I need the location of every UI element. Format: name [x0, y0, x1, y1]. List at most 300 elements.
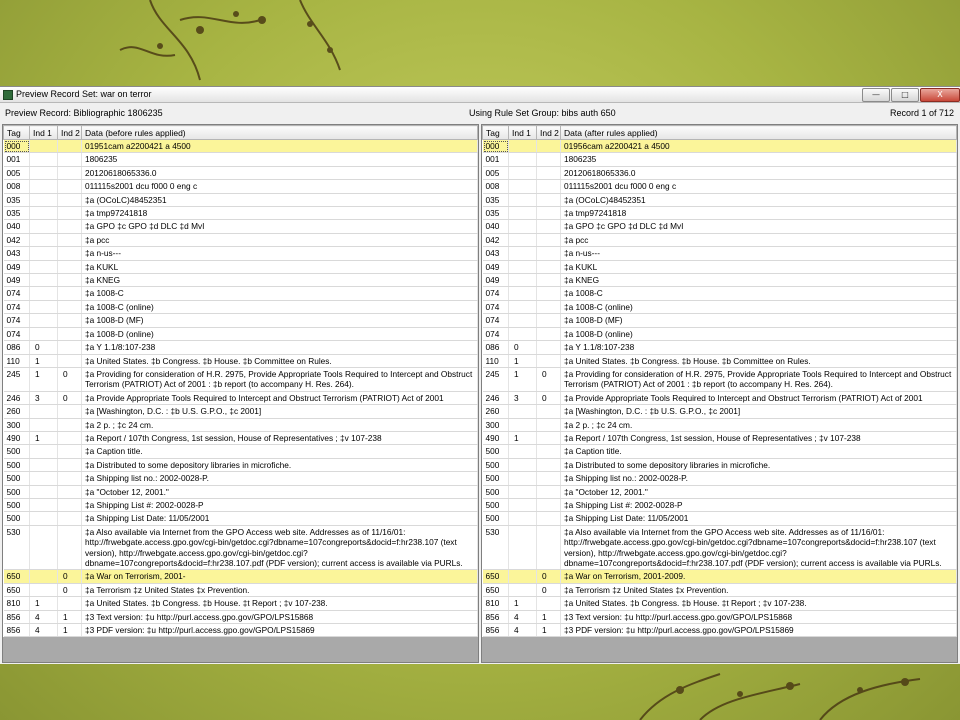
cell-ind1 [30, 485, 58, 498]
cell-tag: 074 [483, 287, 509, 300]
table-row[interactable] [4, 180, 478, 193]
cell-data: ‡a 1008-D (online) [82, 327, 478, 340]
cell-ind1 [30, 405, 58, 418]
column-header-ind2[interactable]: Ind 2 [537, 126, 561, 140]
cell-data: ‡3 PDF version: ‡u http://purl.access.gpo.gov/GPO/LPS15869 [561, 624, 957, 637]
cell-data: ‡a Terrorism ‡z United States ‡x Prevention. [82, 583, 478, 596]
cell-ind2: 1 [58, 624, 82, 637]
cell-tag: 043 [483, 247, 509, 260]
cell-ind2 [537, 485, 561, 498]
cell-data: ‡a 1008-C (online) [561, 300, 957, 313]
cell-ind2 [537, 314, 561, 327]
header-row [4, 126, 478, 140]
cell-ind1 [30, 274, 58, 287]
cell-data: ‡a Caption title. [82, 445, 478, 458]
cell-data: ‡a Provide Appropriate Tools Required to Intercept and Obstruct Terrorism (PATRIOT) Act of 2001 [561, 391, 957, 404]
table-row[interactable] [483, 180, 957, 193]
cell-ind1: 1 [509, 597, 537, 610]
cell-ind2 [58, 431, 82, 444]
cell-ind2 [537, 274, 561, 287]
cell-ind1 [30, 472, 58, 485]
cell-data: ‡a Shipping List #: 2002-0028-P [561, 498, 957, 511]
cell-tag: 490 [483, 431, 509, 444]
cell-data: ‡a Y 1.1/8:107-238 [82, 341, 478, 354]
cell-data: 20120618065336.0 [82, 166, 478, 179]
cell-ind1: 1 [509, 354, 537, 367]
cell-ind2: 1 [537, 624, 561, 637]
cell-tag: 500 [4, 498, 30, 511]
cell-tag: 246 [4, 391, 30, 404]
table-row[interactable] [4, 485, 478, 498]
cell-ind2 [58, 153, 82, 166]
cell-tag: 500 [483, 445, 509, 458]
table-row[interactable] [4, 207, 478, 220]
cell-data: ‡a Distributed to some depository libraries in microfiche. [82, 458, 478, 471]
cell-ind1 [509, 418, 537, 431]
table-row[interactable] [4, 498, 478, 511]
after-rules-rows [483, 140, 957, 637]
cell-tag: 049 [4, 274, 30, 287]
cell-data: ‡a 1008-C [561, 287, 957, 300]
cell-ind1 [30, 166, 58, 179]
cell-ind1 [509, 445, 537, 458]
close-button[interactable]: X [920, 88, 960, 102]
table-row[interactable] [483, 166, 957, 179]
cell-tag: 040 [483, 220, 509, 233]
cell-tag: 005 [483, 166, 509, 179]
cell-tag: 074 [4, 287, 30, 300]
cell-tag: 035 [4, 193, 30, 206]
cell-tag: 035 [483, 193, 509, 206]
cell-data: ‡a (OCoLC)48452351 [561, 193, 957, 206]
cell-tag: 074 [4, 300, 30, 313]
cell-ind2 [537, 458, 561, 471]
cell-ind2 [58, 485, 82, 498]
maximize-button[interactable]: □ [891, 88, 919, 102]
cell-ind1: 0 [30, 341, 58, 354]
cell-ind2: 0 [58, 367, 82, 391]
cell-ind2 [537, 597, 561, 610]
window-controls [862, 88, 960, 101]
cell-data: ‡a KUKL [561, 260, 957, 273]
cell-data: 1806235 [561, 153, 957, 166]
cell-ind2 [537, 140, 561, 153]
table-row[interactable] [4, 314, 478, 327]
cell-tag: 074 [483, 327, 509, 340]
cell-data: ‡a GPO ‡c GPO ‡d DLC ‡d MvI [561, 220, 957, 233]
column-header-data[interactable]: Data (before rules applied) [82, 126, 478, 140]
cell-data: ‡a Caption title. [561, 445, 957, 458]
cell-ind1 [30, 570, 58, 583]
cell-tag: 650 [4, 570, 30, 583]
cell-data: ‡a "October 12, 2001." [561, 485, 957, 498]
table-row[interactable] [4, 624, 478, 637]
table-row[interactable] [483, 233, 957, 246]
minimize-button[interactable]: — [862, 88, 890, 102]
table-row[interactable] [4, 274, 478, 287]
before-rules-table [3, 125, 478, 637]
cell-ind2 [58, 418, 82, 431]
table-row[interactable] [483, 140, 957, 153]
table-row[interactable] [4, 570, 478, 583]
cell-data: ‡a KNEG [82, 274, 478, 287]
cell-tag: 500 [483, 485, 509, 498]
cell-data: ‡a pcc [561, 233, 957, 246]
table-row[interactable] [4, 458, 478, 471]
cell-ind1 [509, 260, 537, 273]
table-row[interactable] [483, 583, 957, 596]
cell-tag: 049 [483, 260, 509, 273]
after-rules-table [482, 125, 957, 637]
cell-ind1: 1 [30, 597, 58, 610]
cell-ind1 [30, 247, 58, 260]
column-header-ind1[interactable]: Ind 1 [30, 126, 58, 140]
table-row[interactable] [4, 445, 478, 458]
cell-ind1 [30, 445, 58, 458]
table-row[interactable] [4, 525, 478, 570]
cell-ind1 [509, 512, 537, 525]
cell-tag: 000 [483, 140, 509, 153]
table-row[interactable] [483, 472, 957, 485]
cell-ind2: 1 [58, 610, 82, 623]
cell-data: ‡a Distributed to some depository libraries in microfiche. [561, 458, 957, 471]
cell-ind2 [58, 140, 82, 153]
preview-record-window [0, 86, 960, 664]
cell-ind2 [58, 300, 82, 313]
cell-data: ‡a Shipping list no.: 2002-0028-P. [82, 472, 478, 485]
cell-ind2 [537, 498, 561, 511]
cell-tag: 500 [4, 485, 30, 498]
cell-ind1: 4 [30, 624, 58, 637]
cell-ind2: 0 [58, 391, 82, 404]
table-row[interactable] [4, 341, 478, 354]
table-row[interactable] [483, 193, 957, 206]
cell-data: 20120618065336.0 [561, 166, 957, 179]
record-count-label: Record 1 of 712 [889, 108, 954, 118]
cell-ind2 [537, 354, 561, 367]
table-row[interactable] [483, 153, 957, 166]
table-row[interactable] [483, 287, 957, 300]
cell-ind2 [537, 153, 561, 166]
table-row[interactable] [483, 207, 957, 220]
table-row[interactable] [483, 512, 957, 525]
cell-tag: 530 [483, 525, 509, 570]
cell-tag: 246 [483, 391, 509, 404]
table-row[interactable] [4, 166, 478, 179]
cell-ind1 [509, 287, 537, 300]
cell-data: ‡a GPO ‡c GPO ‡d DLC ‡d MvI [82, 220, 478, 233]
cell-tag: 856 [483, 624, 509, 637]
cell-ind1: 1 [509, 367, 537, 391]
cell-ind2 [58, 247, 82, 260]
cell-tag: 500 [483, 498, 509, 511]
column-header-tag[interactable]: Tag [4, 126, 30, 140]
table-row[interactable] [483, 570, 957, 583]
table-row[interactable] [4, 583, 478, 596]
cell-data: ‡a pcc [82, 233, 478, 246]
cell-data: ‡a Terrorism ‡z United States ‡x Prevention. [561, 583, 957, 596]
cell-tag: 856 [4, 610, 30, 623]
table-row[interactable] [483, 391, 957, 404]
cell-tag: 110 [4, 354, 30, 367]
table-row[interactable] [483, 300, 957, 313]
table-row[interactable] [4, 405, 478, 418]
cell-ind2 [537, 247, 561, 260]
cell-ind2 [58, 233, 82, 246]
table-row[interactable] [4, 153, 478, 166]
cell-data: 011115s2001 dcu f000 0 eng c [561, 180, 957, 193]
title-bar[interactable] [0, 87, 960, 103]
cell-data: ‡a [Washington, D.C. : ‡b U.S. G.P.O., ‡c 2001] [561, 405, 957, 418]
cell-ind1 [30, 193, 58, 206]
cell-ind2 [537, 207, 561, 220]
cell-data: ‡a 1008-C (online) [82, 300, 478, 313]
cell-ind2 [537, 418, 561, 431]
cell-data: ‡a KUKL [82, 260, 478, 273]
cell-tag: 074 [483, 314, 509, 327]
cell-ind2: 0 [537, 570, 561, 583]
before-rules-rows [4, 140, 478, 637]
header-row [483, 126, 957, 140]
table-row[interactable] [4, 597, 478, 610]
cell-data: 1806235 [82, 153, 478, 166]
cell-ind1 [509, 153, 537, 166]
cell-tag: 650 [483, 570, 509, 583]
cell-data: ‡a 1008-D (MF) [82, 314, 478, 327]
cell-ind1 [509, 314, 537, 327]
cell-tag: 500 [4, 512, 30, 525]
cell-ind1 [509, 193, 537, 206]
table-row[interactable] [4, 327, 478, 340]
table-row[interactable] [483, 274, 957, 287]
table-row[interactable] [483, 314, 957, 327]
cell-ind2 [537, 512, 561, 525]
cell-tag: 008 [4, 180, 30, 193]
column-header-data[interactable]: Data (after rules applied) [561, 126, 957, 140]
table-row[interactable] [483, 458, 957, 471]
cell-tag: 300 [483, 418, 509, 431]
cell-ind2 [58, 498, 82, 511]
cell-ind2: 0 [537, 391, 561, 404]
table-row[interactable] [483, 220, 957, 233]
cell-data: ‡a War on Terrorism, 2001- [82, 570, 478, 583]
cell-tag: 500 [4, 458, 30, 471]
cell-ind2 [58, 327, 82, 340]
cell-tag: 810 [483, 597, 509, 610]
record-info-bar [0, 103, 960, 123]
table-row[interactable] [483, 525, 957, 570]
cell-tag: 074 [4, 327, 30, 340]
table-row[interactable] [483, 610, 957, 623]
cell-ind1: 1 [30, 367, 58, 391]
cell-data: ‡a Providing for consideration of H.R. 2975, Provide Appropriate Tools Required to Intercept and Obstruct Terrorism (PATRIOT) Act of 2001 : ‡b report (to accompany H. Res. 264). [82, 367, 478, 391]
cell-tag: 856 [4, 624, 30, 637]
column-header-ind2[interactable]: Ind 2 [58, 126, 82, 140]
table-row[interactable] [483, 341, 957, 354]
table-row[interactable] [483, 498, 957, 511]
table-row[interactable] [483, 431, 957, 444]
cell-data: ‡a Shipping List Date: 11/05/2001 [561, 512, 957, 525]
cell-ind2 [58, 445, 82, 458]
cell-tag: 500 [483, 512, 509, 525]
cell-tag: 040 [4, 220, 30, 233]
cell-data: ‡a 1008-C [82, 287, 478, 300]
cell-ind1 [509, 583, 537, 596]
table-row[interactable] [4, 140, 478, 153]
cell-ind1 [30, 418, 58, 431]
table-row[interactable] [4, 220, 478, 233]
cell-ind1 [30, 153, 58, 166]
cell-data: ‡a KNEG [561, 274, 957, 287]
cell-ind2 [537, 300, 561, 313]
application-icon [3, 90, 13, 100]
cell-tag: 260 [4, 405, 30, 418]
cell-data: ‡a n-us--- [561, 247, 957, 260]
cell-ind1 [509, 525, 537, 570]
cell-ind1 [30, 140, 58, 153]
cell-data: ‡a (OCoLC)48452351 [82, 193, 478, 206]
cell-ind1: 4 [509, 624, 537, 637]
cell-ind2 [58, 193, 82, 206]
cell-ind2 [58, 274, 82, 287]
table-row[interactable] [4, 233, 478, 246]
cell-ind1 [30, 512, 58, 525]
cell-ind2 [537, 220, 561, 233]
cell-tag: 650 [4, 583, 30, 596]
before-rules-panel[interactable] [2, 124, 479, 663]
cell-tag: 001 [483, 153, 509, 166]
table-row[interactable] [4, 260, 478, 273]
cell-ind1: 3 [30, 391, 58, 404]
table-row[interactable] [4, 247, 478, 260]
cell-tag: 856 [483, 610, 509, 623]
table-row[interactable] [4, 193, 478, 206]
table-row[interactable] [4, 391, 478, 404]
cell-data: ‡a Shipping List Date: 11/05/2001 [82, 512, 478, 525]
cell-data: ‡a United States. ‡b Congress. ‡b House. ‡t Report ; ‡v 107-238. [561, 597, 957, 610]
table-row[interactable] [4, 418, 478, 431]
table-row[interactable] [483, 405, 957, 418]
table-row[interactable] [4, 367, 478, 391]
table-row[interactable] [483, 327, 957, 340]
cell-ind1 [509, 472, 537, 485]
cell-ind1 [30, 260, 58, 273]
cell-ind1: 1 [30, 431, 58, 444]
table-row[interactable] [483, 445, 957, 458]
cell-ind2 [537, 260, 561, 273]
cell-data: ‡a [Washington, D.C. : ‡b U.S. G.P.O., ‡c 2001] [82, 405, 478, 418]
table-row[interactable] [4, 472, 478, 485]
cell-ind2 [537, 525, 561, 570]
cell-ind1 [509, 405, 537, 418]
cell-ind2 [58, 354, 82, 367]
column-header-tag[interactable]: Tag [483, 126, 509, 140]
table-row[interactable] [483, 354, 957, 367]
cell-ind2 [537, 431, 561, 444]
table-row[interactable] [4, 512, 478, 525]
cell-ind1 [509, 485, 537, 498]
cell-ind1 [509, 207, 537, 220]
cell-tag: 049 [483, 274, 509, 287]
cell-ind2: 0 [537, 583, 561, 596]
cell-ind2 [58, 166, 82, 179]
cell-ind2 [537, 341, 561, 354]
cell-ind2 [58, 260, 82, 273]
table-row[interactable] [4, 610, 478, 623]
table-row[interactable] [483, 418, 957, 431]
cell-tag: 245 [483, 367, 509, 391]
cell-ind1: 3 [509, 391, 537, 404]
cell-ind1 [30, 180, 58, 193]
table-row[interactable] [4, 354, 478, 367]
cell-tag: 049 [4, 260, 30, 273]
cell-data: ‡a War on Terrorism, 2001-2009. [561, 570, 957, 583]
after-rules-panel[interactable] [481, 124, 958, 663]
cell-data: ‡a United States. ‡b Congress. ‡b House. ‡b Committee on Rules. [561, 354, 957, 367]
cell-data: 01956cam a2200421 a 4500 [561, 140, 957, 153]
table-row[interactable] [483, 260, 957, 273]
cell-ind1 [509, 458, 537, 471]
window-title: Preview Record Set: war on terror [16, 89, 152, 99]
cell-ind2 [58, 405, 82, 418]
cell-data: ‡a 2 p. ; ‡c 24 cm. [561, 418, 957, 431]
cell-ind2: 0 [537, 367, 561, 391]
rule-set-label: Using Rule Set Group: bibs auth 650 [469, 108, 616, 118]
cell-data: ‡a United States. ‡b Congress. ‡b House. ‡b Committee on Rules. [82, 354, 478, 367]
cell-ind1 [30, 287, 58, 300]
cell-ind1 [509, 300, 537, 313]
cell-data: 01951cam a2200421 a 4500 [82, 140, 478, 153]
cell-tag: 500 [4, 445, 30, 458]
cell-ind2 [537, 166, 561, 179]
preview-record-label: Preview Record: Bibliographic 1806235 [5, 108, 163, 118]
cell-ind2 [58, 287, 82, 300]
cell-ind1: 1 [30, 354, 58, 367]
cell-data: ‡a Report / 107th Congress, 1st session, House of Representatives ; ‡v 107-238 [561, 431, 957, 444]
table-row[interactable] [4, 300, 478, 313]
cell-ind1 [509, 166, 537, 179]
column-header-ind1[interactable]: Ind 1 [509, 126, 537, 140]
cell-ind1 [509, 247, 537, 260]
table-row[interactable] [483, 247, 957, 260]
cell-ind1 [30, 525, 58, 570]
table-row[interactable] [4, 431, 478, 444]
cell-tag: 500 [4, 472, 30, 485]
cell-data: ‡a tmp97241818 [561, 207, 957, 220]
cell-ind2 [58, 512, 82, 525]
table-row[interactable] [483, 367, 957, 391]
cell-tag: 042 [483, 233, 509, 246]
cell-tag: 001 [4, 153, 30, 166]
table-row[interactable] [483, 597, 957, 610]
cell-tag: 035 [4, 207, 30, 220]
table-row[interactable] [483, 624, 957, 637]
table-row[interactable] [4, 287, 478, 300]
cell-tag: 086 [483, 341, 509, 354]
cell-data: ‡a Shipping list no.: 2002-0028-P. [561, 472, 957, 485]
cell-ind2 [58, 220, 82, 233]
cell-tag: 530 [4, 525, 30, 570]
table-row[interactable] [483, 485, 957, 498]
cell-data: ‡a 1008-D (online) [561, 327, 957, 340]
cell-data: ‡a Provide Appropriate Tools Required to Intercept and Obstruct Terrorism (PATRIOT) Act of 2001 [82, 391, 478, 404]
cell-ind2 [537, 233, 561, 246]
cell-data: ‡a n-us--- [82, 247, 478, 260]
cell-ind1 [509, 233, 537, 246]
cell-data: ‡a Providing for consideration of H.R. 2975, Provide Appropriate Tools Required to Intercept and Obstruct Terrorism (PATRIOT) Act of 2001 : ‡b report (to accompany H. Res. 264). [561, 367, 957, 391]
cell-tag: 043 [4, 247, 30, 260]
cell-data: ‡a United States. ‡b Congress. ‡b House. ‡t Report ; ‡v 107-238. [82, 597, 478, 610]
